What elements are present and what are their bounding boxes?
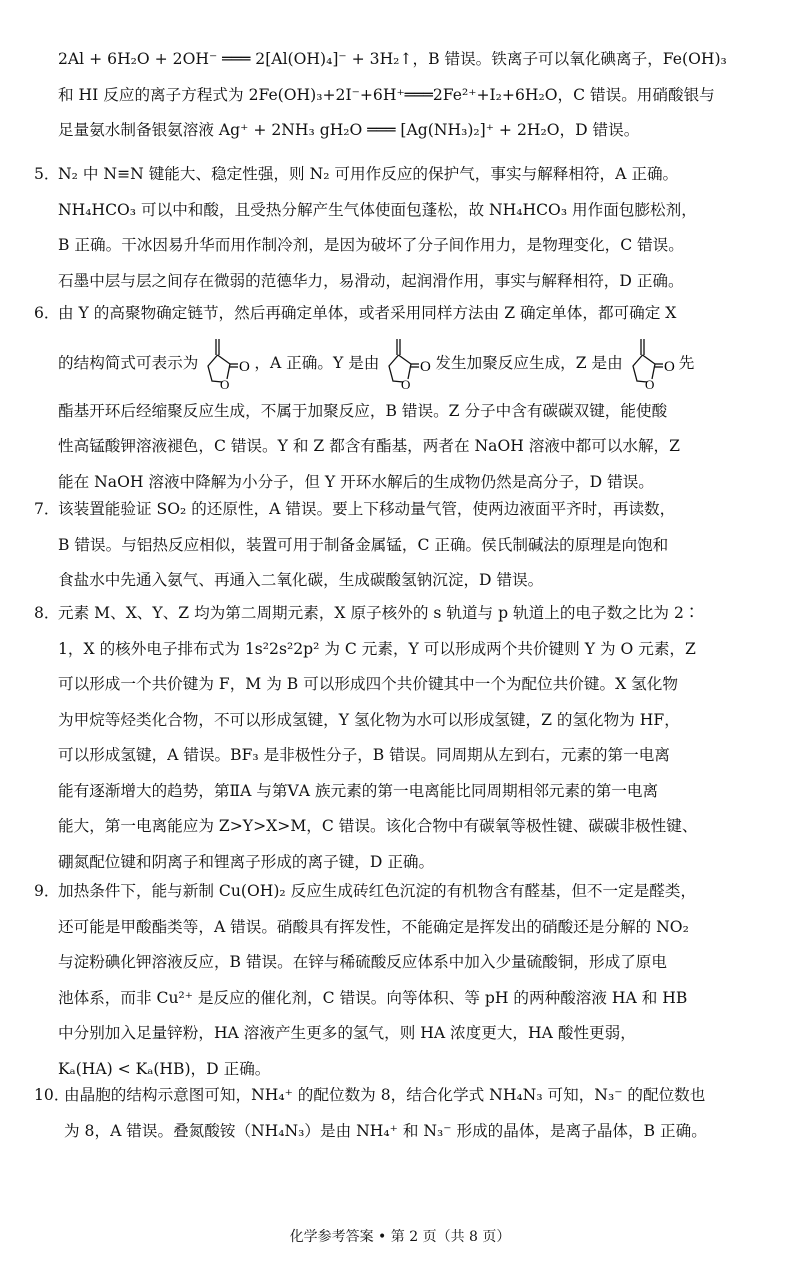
text-line: 与淀粉碘化钾溶液反应，B 错误。在锌与稀硫酸反应体系中加入少量硫酸铜，形成了原电: [58, 953, 667, 971]
carbonyl-oxygen-label: O: [663, 358, 675, 375]
text-line: 食盐水中先通入氨气、再通入二氧化碳，生成碳酸氢钠沉淀，D 错误。: [58, 571, 544, 589]
ring-oxygen-label: O: [644, 376, 655, 392]
answer-item-9: [34, 874, 774, 1087]
text-line: Kₐ(HA) < Kₐ(HB)，D 正确。: [58, 1059, 271, 1078]
item-number: 7．: [34, 500, 60, 518]
text-line: 为甲烷等烃类化合物，不可以形成氢键，Y 氢化物为水可以形成氢键，Z 的氢化物为 HF，: [58, 710, 680, 729]
text-line: N₂ 中 N≡N 键能大、稳定性强，则 N₂ 可用作反应的保护气，事实与解释相符，A 正确。: [58, 165, 679, 183]
text-line: 1，X 的核外电子排布式为 1s²2s²2p² 为 C 元素，Y 可以形成两个共价键则 Y 为 O 元素，Z: [58, 639, 696, 658]
lactone-structure-drawing: [200, 335, 252, 393]
text-line: 能大，第一电离能应为 Z>Y>X>M，C 错误。该化合物中有碳氧等极性键、碳碳非极性键、: [58, 817, 698, 835]
text-line: 能在 NaOH 溶液中降解为小分子，但 Y 开环水解后的生成物仍然是高分子，D 错误。: [58, 472, 654, 491]
carbonyl-oxygen-label: O: [420, 358, 432, 375]
text-line: 池体系，而非 Cu²⁺ 是反应的催化剂，C 错误。向等体积、等 pH 的两种酸溶液 HA 和 HB: [58, 988, 688, 1007]
ring-oxygen-label: O: [220, 376, 230, 392]
intro-paragraph: [34, 42, 774, 149]
text-line: B 正确。干冰因易升华而用作制冷剂，是因为破坏了分子间作用力，是物理变化，C 错误。: [58, 236, 684, 254]
ring-oxygen-label: O: [401, 376, 411, 392]
text-line: 2Al + 6H₂O + 2OH⁻ ═══ 2[Al(OH)₄]⁻ + 3H₂↑，B 错误。铁离子可以氧化碘离子，Fe(OH)₃: [58, 50, 727, 68]
text-line: 加热条件下，能与新制 Cu(OH)₂ 反应生成砖红色沉淀的有机物含有醛基，但不一定是醛类，: [58, 882, 697, 900]
text-line: 可以形成一个共价键为 F，M 为 B 可以形成四个共价键其中一个为配位共价键。X 氢化物: [58, 675, 678, 693]
answer-item-5: [34, 157, 774, 299]
answer-item-8: [34, 596, 774, 880]
text-fragment: 的结构简式可表示为: [58, 353, 199, 372]
item-number: 6．: [34, 304, 60, 322]
text-line: 硼氮配位键和阴离子和锂离子形成的离子键，D 正确。: [58, 852, 435, 871]
text-line: B 错误。与铝热反应相似，装置可用于制备金属锰，C 正确。侯氏制碱法的原理是向饱和: [58, 535, 669, 554]
text-line: 中分别加入足量锌粉，HA 溶液产生更多的氢气，则 HA 浓度更大，HA 酸性更弱，: [58, 1024, 636, 1042]
text-line: 酯基开环后经缩聚反应生成，不属于加聚反应，B 错误。Z 分子中含有碳碳双键，能使酸: [58, 401, 668, 420]
answer-item-10: [34, 1078, 774, 1149]
text-line: 由晶胞的结构示意图可知，NH₄⁺ 的配位数为 8，结合化学式 NH₄N₃ 可知，N₃⁻ 的配位数也: [64, 1086, 706, 1104]
text-fragment: 发生加聚反应生成，Z 是由: [435, 353, 623, 372]
answer-item-7: [34, 492, 774, 599]
item-number: 10．: [34, 1086, 70, 1104]
text-line: 还可能是甲酸酯类等，A 错误。硝酸具有挥发性，不能确定是挥发出的硝酸还是分解的 NO₂: [58, 917, 689, 936]
text-line: 该装置能验证 SO₂ 的还原性，A 错误。要上下移动量气管，使两边液面平齐时，再读数，: [58, 500, 676, 518]
text-fragment: 先: [678, 353, 695, 372]
item-number: 8．: [34, 604, 60, 622]
text-line: NH₄HCO₃ 可以中和酸，且受热分解产生气体使面包蓬松，故 NH₄HCO₃ 用作面包膨松剂，: [58, 200, 697, 219]
text-line: 可以形成氢键，A 错误。BF₃ 是非极性分子，B 错误。同周期从左到右，元素的第一电离: [58, 746, 670, 764]
text-line: 能有逐渐增大的趋势，第ⅡA 与第ⅤA 族元素的第一电离能比同周期相邻元素的第一电离: [58, 781, 659, 800]
lactone-structure: [200, 335, 252, 393]
item-number: 9．: [34, 882, 60, 900]
text-line: 性高锰酸钾溶液褪色，C 错误。Y 和 Z 都含有酯基，两者在 NaOH 溶液中都可以水解，Z: [58, 437, 680, 455]
text-fragment: ，A 正确。Y 是由: [254, 353, 380, 372]
lactone-structure-drawing: [381, 335, 433, 393]
text-line: 足量氨水制备银氨溶液 Ag⁺ + 2NH₃ gH₂O ═══ [Ag(NH₃)₂]⁺ + 2H₂O，D 错误。: [58, 121, 640, 139]
carbonyl-oxygen-label: O: [239, 358, 251, 375]
item-number: 5．: [34, 165, 60, 183]
text-line: 石墨中层与层之间存在微弱的范德华力，易滑动，起润滑作用，事实与解释相符，D 正确。: [58, 271, 684, 290]
lactone-structure-drawing: [625, 335, 677, 393]
answer-item-6: [34, 296, 774, 500]
text-line: 元素 M、X、Y、Z 均为第二周期元素，X 原子核外的 s 轨道与 p 轨道上的电子数之比为 2∶: [58, 604, 700, 622]
text-line: 为 8，A 错误。叠氮酸铵（NH₄N₃）是由 NH₄⁺ 和 N₃⁻ 形成的晶体，是离子晶体，B 正确。: [64, 1121, 707, 1140]
lactone-structure: [625, 335, 677, 393]
lactone-structure: [381, 335, 433, 393]
text-line: 由 Y 的高聚物确定链节，然后再确定单体，或者采用同样方法由 Z 确定单体，都可确定 X: [58, 304, 677, 322]
page-footer: 化学参考答案 • 第 2 页（共 8 页）: [289, 1229, 511, 1245]
text-line: 和 HI 反应的离子方程式为 2Fe(OH)₃+2I⁻+6H⁺═══2Fe²⁺+I₂+6H₂O，C 错误。用硝酸银与: [58, 85, 715, 104]
structure-line: [34, 332, 774, 394]
